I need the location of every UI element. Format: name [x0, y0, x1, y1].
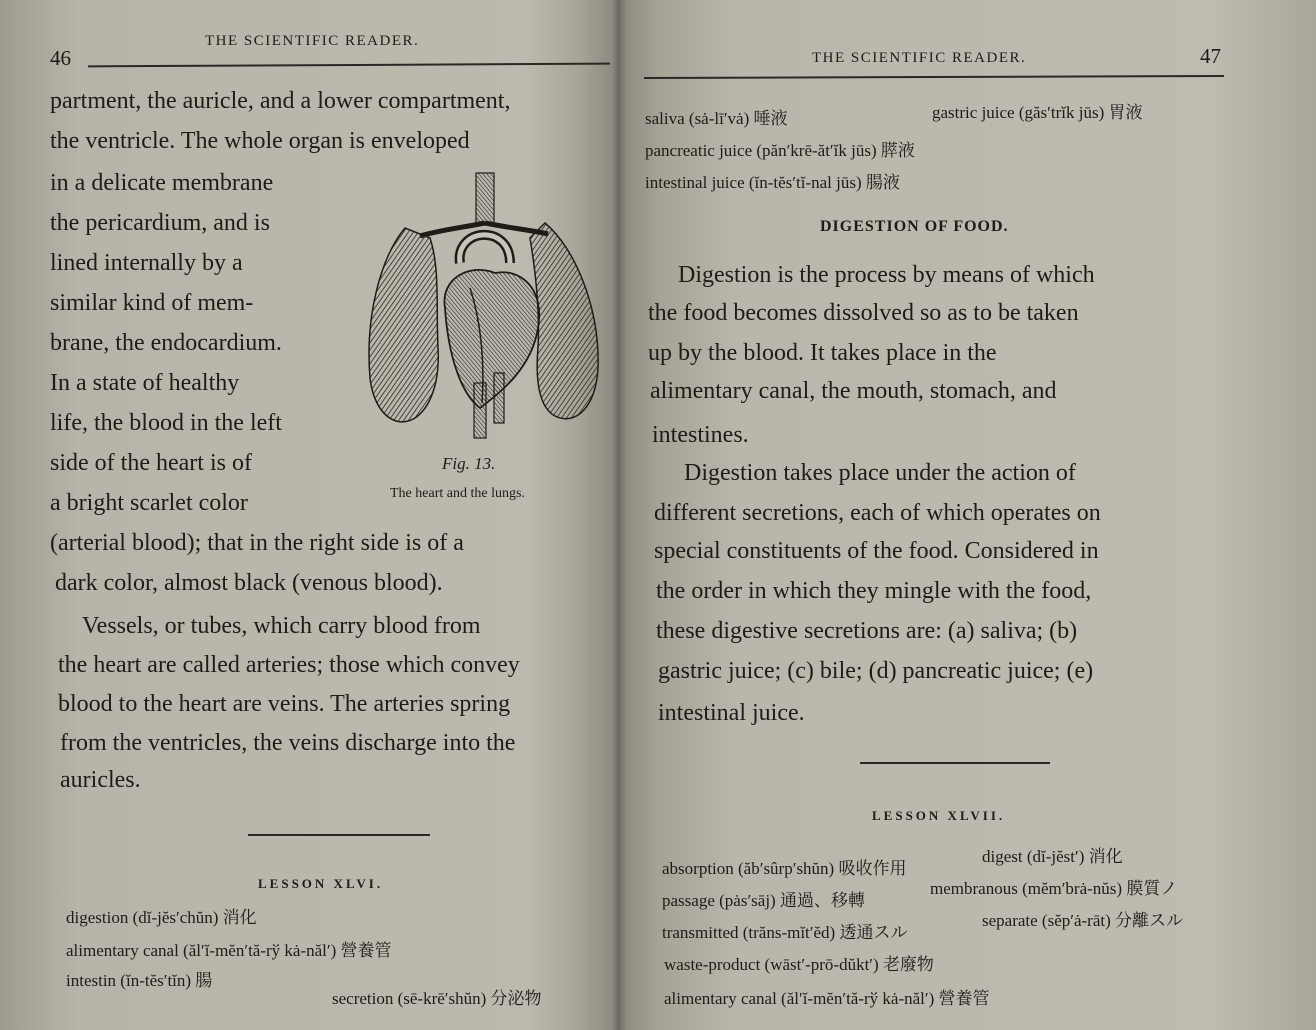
vocab-entry: separate (sĕp′ȧ-rāt) 分離スル — [982, 911, 1184, 930]
text-line: Vessels, or tubes, which carry blood from — [82, 613, 481, 639]
vocab-entry: alimentary canal (ăl′ĭ-mĕn′tă-rў kȧ-năl′) 營養管 — [664, 989, 990, 1008]
text-line: the pericardium, and is — [50, 210, 270, 236]
section-divider-left — [248, 834, 430, 836]
text-line: life, the blood in the left — [50, 410, 282, 436]
text-line: blood to the heart are veins. The arteries spring — [58, 691, 511, 717]
page-number-right: 47 — [1200, 44, 1221, 68]
vocab-entry: waste-product (wāst′-prō-dŭkt′) 老廢物 — [664, 955, 934, 974]
vocab-entry: absorption (ăb′sûrp′shŭn) 吸收作用 — [662, 859, 907, 878]
text-line: side of the heart is of — [50, 450, 252, 476]
text-line: lined internally by a — [50, 250, 243, 276]
vocab-entry: intestinal juice (ĭn-tĕs′tĭ-nal jūs) 腸液 — [645, 173, 900, 192]
running-head-left: THE SCIENTIFIC READER. — [205, 33, 420, 49]
text-line: from the ventricles, the veins discharge into the — [60, 730, 516, 756]
vocab-entry: saliva (sȧ-lī′vȧ) 唾液 — [645, 109, 788, 128]
header-rule-left — [88, 63, 610, 68]
figure-caption: The heart and the lungs. — [390, 486, 525, 501]
text-line: partment, the auricle, and a lower compartment, — [50, 88, 511, 114]
vocab-entry: transmitted (trăns-mĭt′ĕd) 透通スル — [662, 923, 908, 942]
vocab-entry: gastric juice (găs′trĭk jūs) 胃液 — [932, 103, 1143, 122]
running-head-right: THE SCIENTIFIC READER. — [812, 50, 1027, 66]
vocab-entry: digest (dĭ-jĕst′) 消化 — [982, 847, 1123, 866]
text-line: gastric juice; (c) bile; (d) pancreatic juice; (e) — [658, 658, 1094, 684]
left-page — [0, 0, 620, 1030]
text-line: these digestive secretions are: (a) saliva; (b) — [656, 618, 1078, 644]
heart-lungs-illustration — [360, 168, 610, 448]
text-line: the order in which they mingle with the food, — [656, 578, 1092, 604]
text-line: the ventricle. The whole organ is enveloped — [50, 128, 470, 154]
vocab-entry: pancreatic juice (păn′krē-ăt′ĭk jūs) 膵液 — [645, 141, 915, 160]
text-line: (arterial blood); that in the right side is of a — [50, 530, 464, 556]
text-line: auricles. — [60, 767, 141, 793]
text-line: In a state of healthy — [50, 370, 240, 396]
text-line: dark color, almost black (venous blood). — [55, 570, 443, 596]
text-line: Digestion takes place under the action of — [684, 460, 1076, 486]
header-rule-right — [644, 75, 1224, 79]
section-title: DIGESTION OF FOOD. — [820, 218, 1009, 235]
text-line: intestines. — [652, 422, 749, 448]
text-line: the heart are called arteries; those which convey — [58, 652, 520, 678]
text-line: special constituents of the food. Considered in — [654, 538, 1099, 564]
section-divider-right — [860, 762, 1050, 764]
text-line: up by the blood. It takes place in the — [648, 340, 997, 366]
vocab-entry: digestion (dĭ-jĕs′chŭn) 消化 — [66, 908, 257, 927]
text-line: a bright scarlet color — [50, 490, 248, 516]
figure-label: Fig. 13. — [442, 454, 496, 473]
vocab-entry: passage (pȧs′sāj) 通過、移轉 — [662, 891, 865, 910]
text-line: Digestion is the process by means of which — [678, 262, 1095, 288]
vocab-entry: intestin (ĭn-tĕs′tĭn) 腸 — [66, 971, 213, 990]
text-line: in a delicate membrane — [50, 170, 274, 196]
right-page — [630, 0, 1316, 1030]
page-number-left: 46 — [50, 46, 71, 70]
text-line: different secretions, each of which operates on — [654, 500, 1101, 526]
text-line: alimentary canal, the mouth, stomach, and — [650, 378, 1057, 404]
lesson-heading-right: LESSON XLVII. — [872, 808, 1006, 823]
vocab-entry: secretion (sē-krē′shŭn) 分泌物 — [332, 989, 542, 1008]
text-line: intestinal juice. — [658, 700, 805, 726]
lesson-heading-left: LESSON XLVI. — [258, 876, 384, 891]
text-line: similar kind of mem- — [50, 290, 254, 316]
text-line: the food becomes dissolved so as to be taken — [648, 300, 1079, 326]
text-line: brane, the endocardium. — [50, 330, 282, 356]
vocab-entry: membranous (mĕm′brȧ-nŭs) 膜質ノ — [930, 879, 1178, 898]
vocab-entry: alimentary canal (ăl′ĭ-mĕn′tă-rў kȧ-năl′) 營養管 — [66, 941, 392, 960]
